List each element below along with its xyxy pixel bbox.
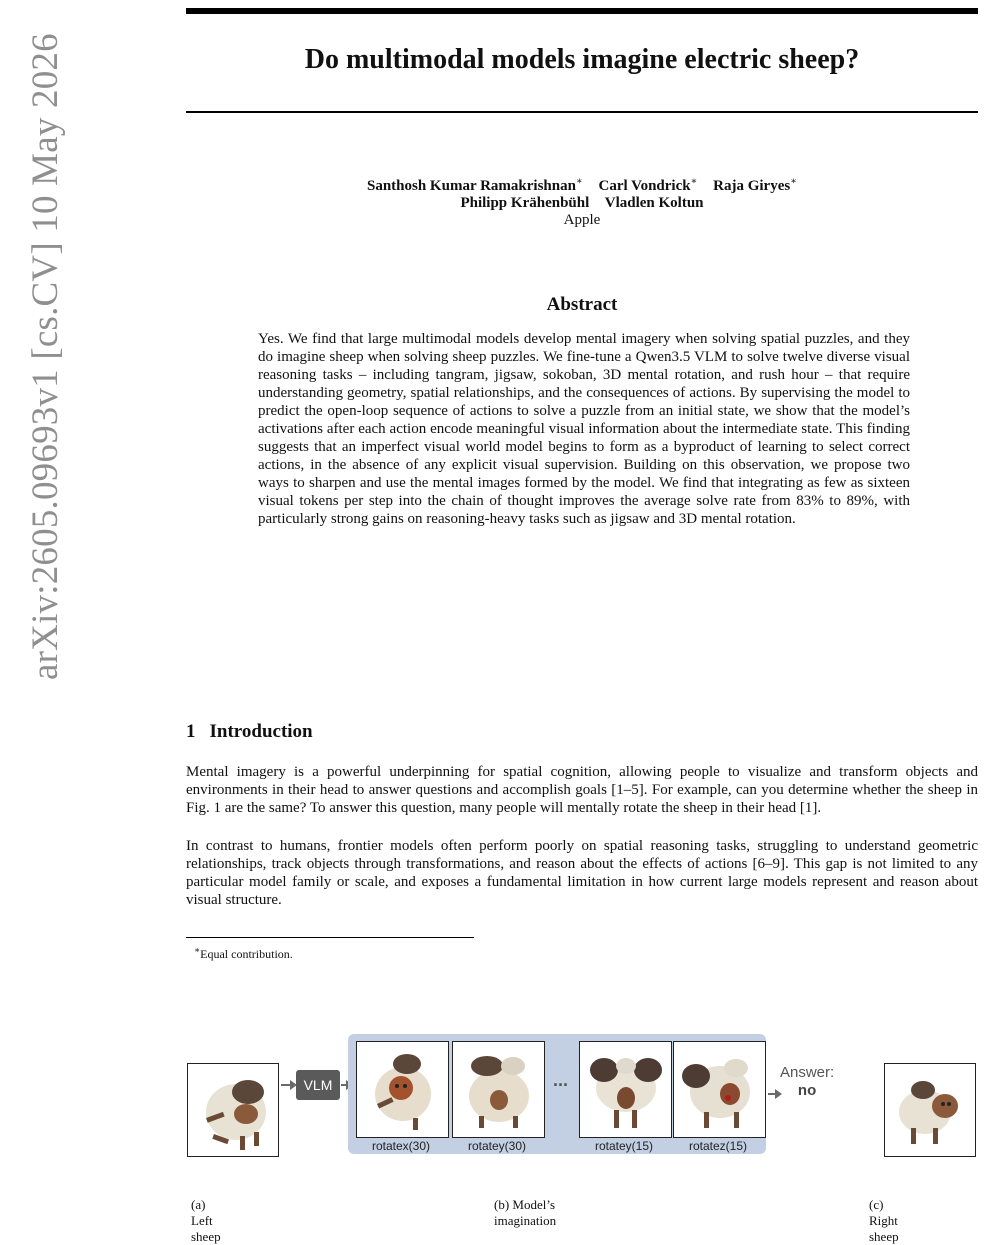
- sheep-illustration: [580, 1042, 671, 1137]
- vlm-box: VLM: [296, 1070, 340, 1100]
- imagined-frame-4: [673, 1041, 766, 1138]
- answer-label: Answer:: [780, 1064, 835, 1081]
- answer-block: [780, 1064, 834, 1100]
- footnote-mark: ∗: [194, 945, 201, 955]
- arxiv-identifier: arXiv:2605.09693v1 [cs.CV] 10 May 2026: [25, 33, 66, 680]
- affiliation: Apple: [563, 212, 601, 228]
- arrow-to-imagination: [341, 1084, 347, 1086]
- answer-value: no: [797, 1082, 817, 1099]
- arrow-to-answer: [768, 1093, 776, 1095]
- footnote: [194, 945, 293, 962]
- ellipsis: ...: [553, 1070, 569, 1090]
- sheep-illustration: [674, 1042, 765, 1137]
- imagined-frame-1: [356, 1041, 449, 1138]
- abstract-heading: Abstract: [546, 294, 618, 315]
- author-name: Carl Vondrick: [598, 178, 691, 194]
- author-name: Vladlen Koltun: [604, 195, 704, 211]
- section-number: 1: [186, 721, 196, 742]
- arrow-to-vlm: [281, 1084, 291, 1086]
- intro-paragraph-2: In contrast to humans, frontier models often perform poorly on spatial reasoning tasks, struggling to understand geometric relationships, track objects through transformations, and reason about the effects of actions [6–9]. This gap is not limited to any particular model family or scale, and exposes a fundamental limitation in how current large models represent and reason about visual structure.: [186, 838, 978, 908]
- subcaption-a: (a) Left sheep: [191, 1197, 221, 1244]
- section-heading: [186, 721, 313, 743]
- imagined-frame-2: [452, 1041, 545, 1138]
- abstract-text: Yes. We find that large multimodal models develop mental imagery when solving spatial puzzles, and they do imagine sheep when solving sheep puzzles. We fine-tune a Qwen3.5 VLM to solve twelve diverse visual reasoning tasks – including tangram, jigsaw, sokoban, 3D mental rotation, and rush hour – that require understanding geometry, spatial relationships, and the consequences of actions. By supervising the model to predict the open-loop sequence of actions to solve a puzzle from an initial state, we show that the model’s activations after each action encode meaningful visual information about the intermediate state. This finding suggests that an imperfect visual world model begins to form as a byproduct of learning to select correct actions, in the absence of any explicit visual supervision. Building on this observation, we propose two ways to sharpen and use the mental images formed by the model. We find that integrating as few as sixteen visual tokens per step into the chain of thought improves the average solve rate from 83% to 89%, with particularly strong gains on reasoning-heavy tasks such as jigsaw and 3D mental rotation.: [258, 331, 910, 527]
- footnote-rule: [186, 937, 474, 938]
- sheep-illustration: [188, 1064, 278, 1156]
- subcaption-c: (c) Right sheep: [869, 1197, 899, 1244]
- intro-paragraph-1: Mental imagery is a powerful underpinning for spatial cognition, allowing people to visualize and transform objects and environments in their head to answer questions and accomplish goals [1–5]. For example, can you determine whether the sheep in Fig. 1 are the same? To answer this question, many people will mentally rotate the sheep in their head [1].: [186, 764, 978, 816]
- right-sheep-image: [884, 1063, 976, 1157]
- paper-title: Do multimodal models imagine electric sheep?: [304, 44, 860, 75]
- author-block: [186, 173, 978, 229]
- imagined-frame-3: [579, 1041, 672, 1138]
- author-mark: ∗: [790, 176, 798, 187]
- step-label: rotatex(30): [371, 1139, 431, 1153]
- sheep-illustration: [453, 1042, 544, 1137]
- title-bottom-rule: [186, 111, 978, 113]
- sheep-illustration: [357, 1042, 448, 1137]
- author-line-2: [186, 195, 978, 212]
- title-top-rule: [186, 8, 978, 14]
- author-name: Raja Giryes: [713, 178, 791, 194]
- author-name: Philipp Krähenbühl: [460, 195, 590, 211]
- footnote-text: Equal contribution.: [200, 947, 293, 961]
- step-label: rotatey(15): [594, 1139, 654, 1153]
- step-label: rotatez(15): [688, 1139, 748, 1153]
- author-name: Santhosh Kumar Ramakrishnan: [366, 178, 576, 194]
- step-label: rotatey(30): [467, 1139, 527, 1153]
- author-mark: ∗: [575, 176, 583, 187]
- sheep-illustration: [885, 1064, 975, 1156]
- author-line-1: [186, 173, 978, 195]
- section-title: Introduction: [209, 721, 313, 742]
- author-mark: ∗: [690, 176, 698, 187]
- left-sheep-image: [187, 1063, 279, 1157]
- subcaption-b: (b) Model’s imagination: [494, 1197, 557, 1228]
